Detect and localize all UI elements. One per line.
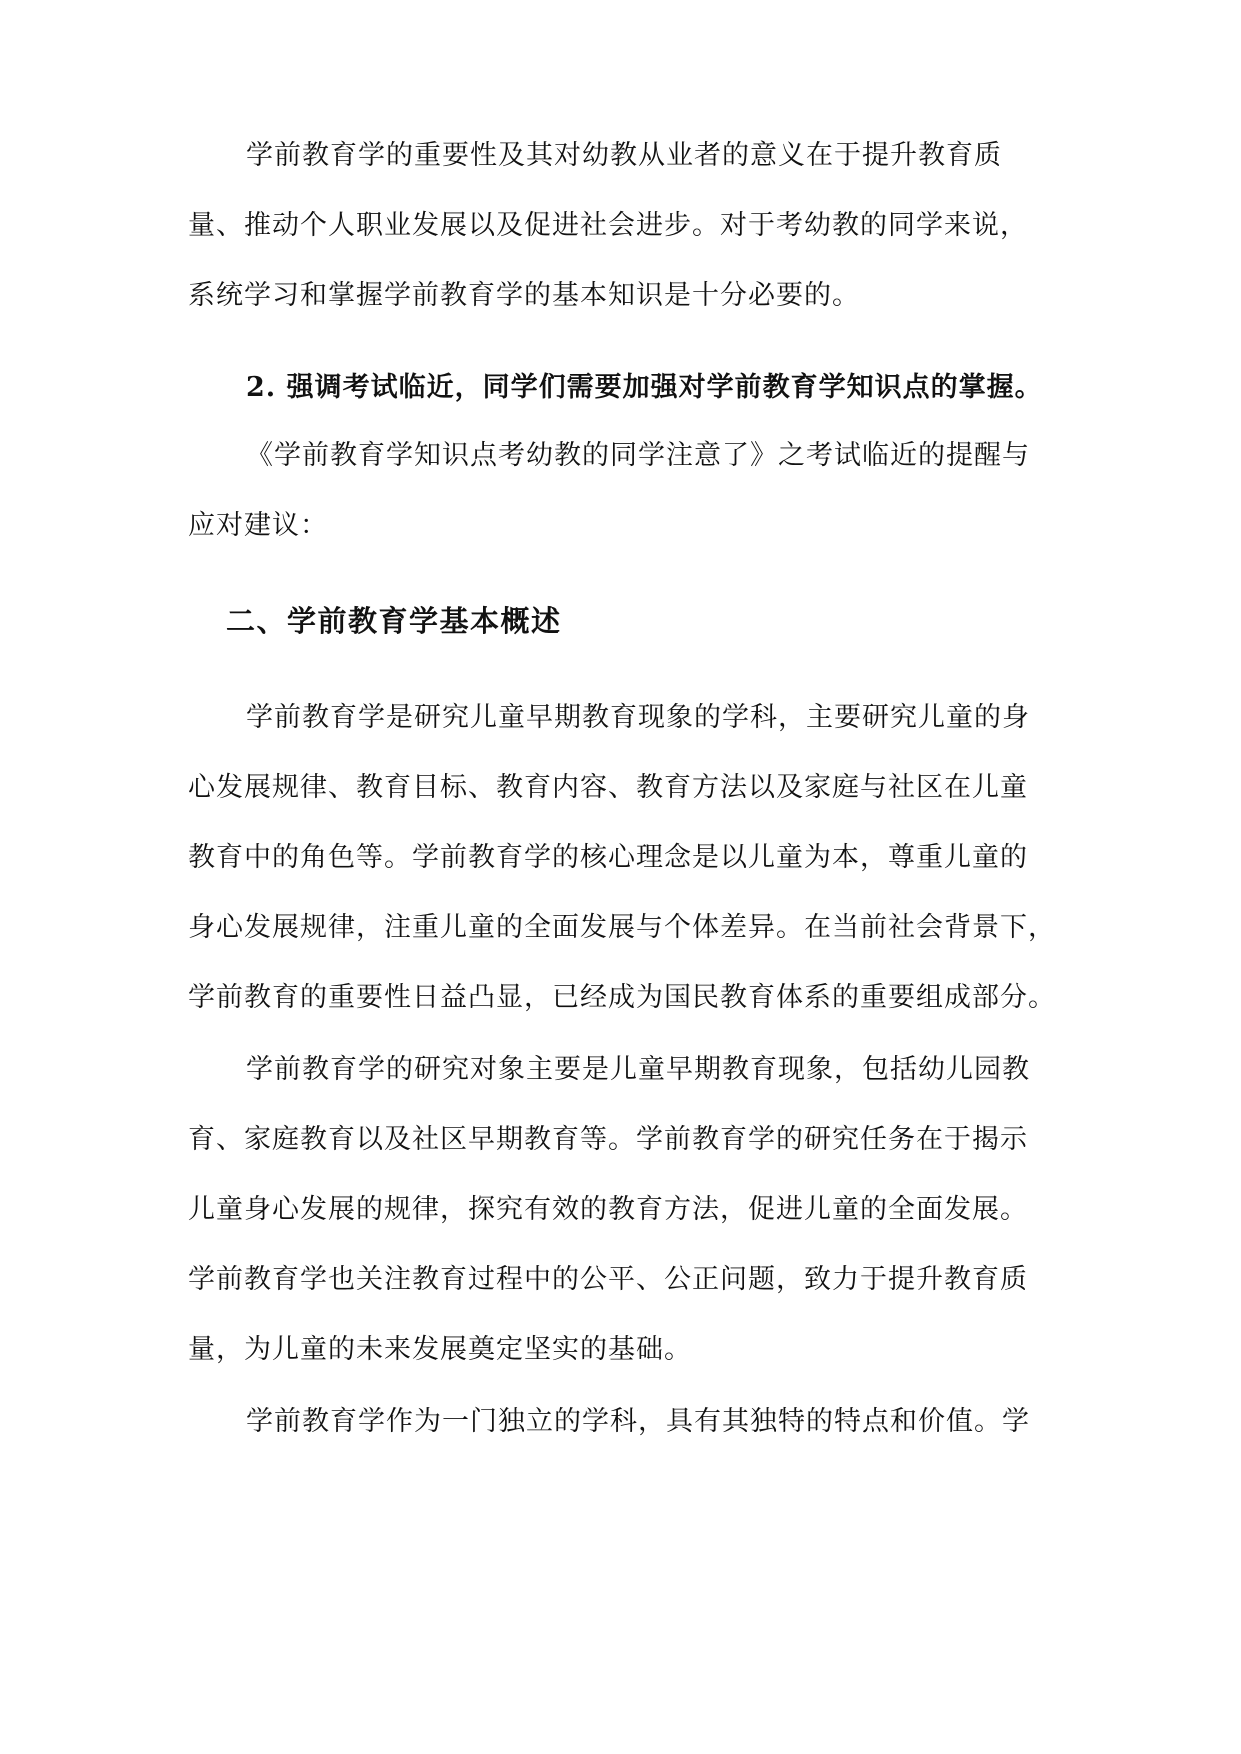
paragraph-line: 学前教育学也关注教育过程中的公平、公正问题，致力于提升教育质 bbox=[188, 1264, 1028, 1295]
paragraph-line: 学前教育的重要性日益凸显，已经成为国民教育体系的重要组成部分。 bbox=[188, 982, 1056, 1013]
paragraph-line: 身心发展规律，注重儿童的全面发展与个体差异。在当前社会背景下， bbox=[188, 912, 1056, 943]
paragraph-line: 系统学习和掌握学前教育学的基本知识是十分必要的。 bbox=[188, 280, 860, 311]
paragraph-line: 学前教育学作为一门独立的学科，具有其独特的特点和价值。学 bbox=[246, 1406, 1030, 1437]
paragraph-line: 学前教育学的研究对象主要是儿童早期教育现象，包括幼儿园教 bbox=[246, 1054, 1030, 1085]
numbered-point-text: 2. 强调考试临近，同学们需要加强对学前教育学知识点的掌握。 bbox=[246, 372, 1043, 403]
paragraph-line: 《学前教育学知识点考幼教的同学注意了》之考试临近的提醒与 bbox=[246, 440, 1030, 471]
paragraph-line: 育、家庭教育以及社区早期教育等。学前教育学的研究任务在于揭示 bbox=[188, 1124, 1028, 1155]
paragraph-line: 学前教育学是研究儿童早期教育现象的学科，主要研究儿童的身 bbox=[246, 702, 1030, 733]
paragraph-line: 量、推动个人职业发展以及促进社会进步。对于考幼教的同学来说， bbox=[188, 210, 1028, 241]
paragraph-line: 应对建议： bbox=[188, 510, 328, 541]
paragraph-line: 心发展规律、教育目标、教育内容、教育方法以及家庭与社区在儿童 bbox=[188, 772, 1028, 803]
paragraph-line: 儿童身心发展的规律，探究有效的教育方法，促进儿童的全面发展。 bbox=[188, 1194, 1028, 1225]
paragraph-line: 教育中的角色等。学前教育学的核心理念是以儿童为本，尊重儿童的 bbox=[188, 842, 1028, 873]
section-heading: 二、学前教育学基本概述 bbox=[226, 604, 562, 638]
paragraph-line: 学前教育学的重要性及其对幼教从业者的意义在于提升教育质 bbox=[246, 140, 1002, 171]
paragraph-line: 量，为儿童的未来发展奠定坚实的基础。 bbox=[188, 1334, 692, 1365]
